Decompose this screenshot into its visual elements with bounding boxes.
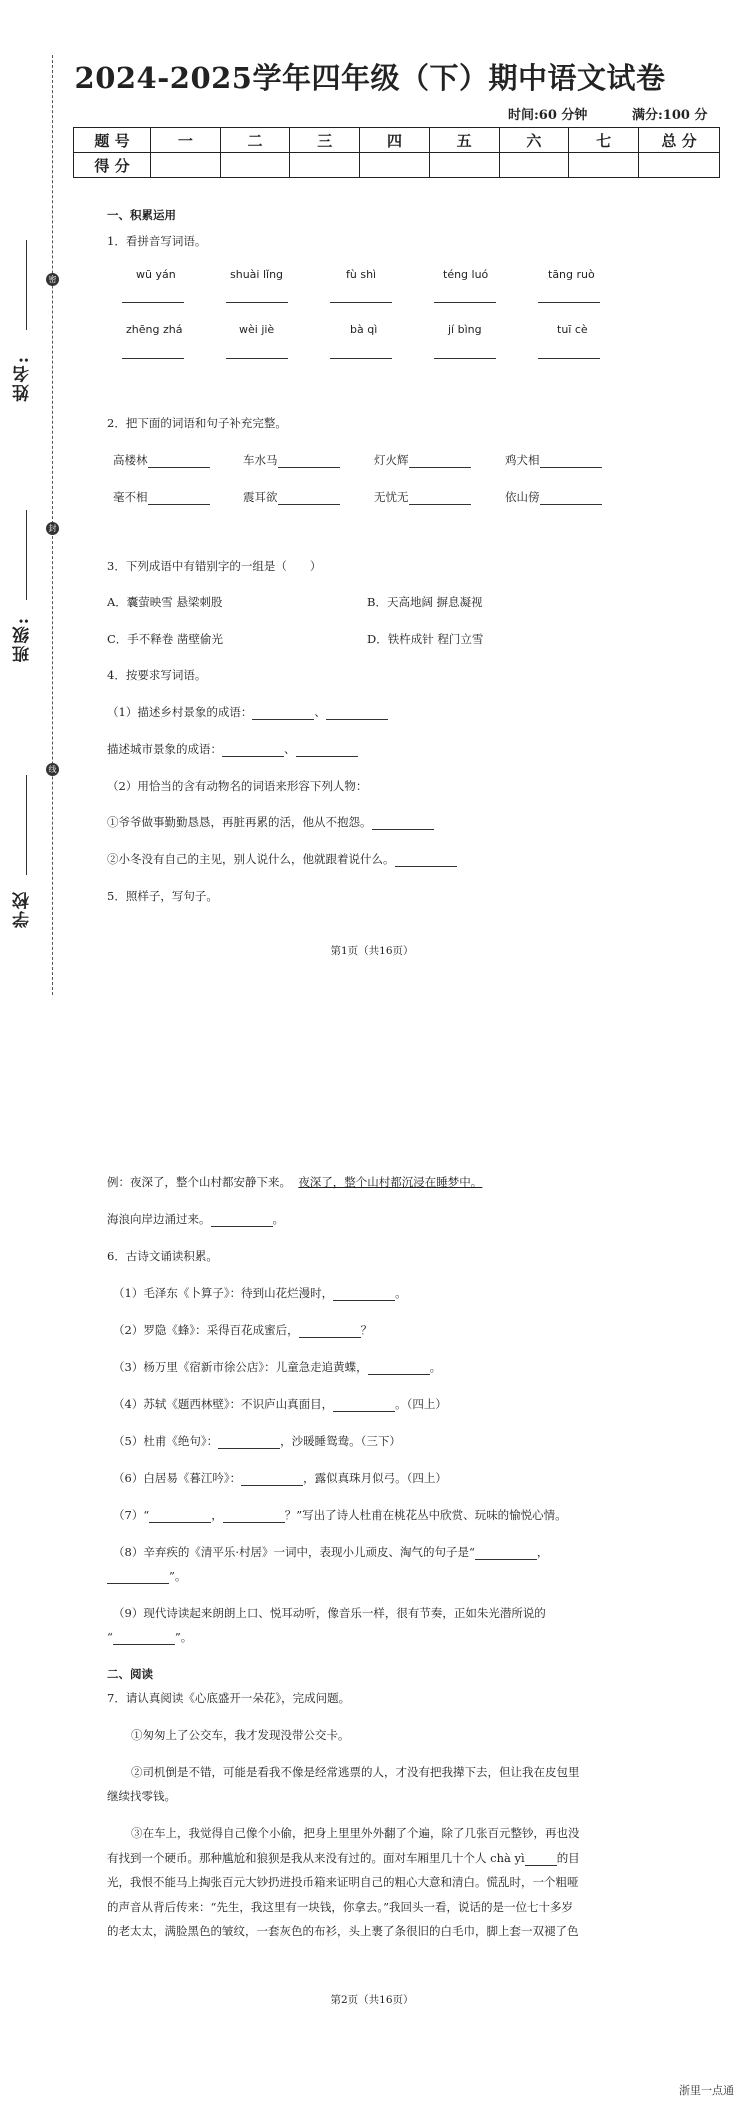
section-1-heading: 一、积累运用 — [107, 208, 176, 222]
pinyin-item: bà qì — [350, 323, 378, 336]
example-task: 海浪向岸边涌过来。 。 — [107, 1212, 284, 1226]
poem-item-7: （7）“ ， ？”写出了诗人杜甫在桃花丛中欣赏、玩味的愉悦心情。 — [113, 1508, 567, 1522]
example-answer: 夜深了，整个山村都沉浸在睡梦中。 — [298, 1175, 483, 1189]
reading-para-1: ①匆匆上了公交车，我才发现没带公交卡。 — [131, 1728, 350, 1742]
reading-para-3-line2: 有找到一个硬币。那种尴尬和狼狈是我从来没有过的。面对车厢里几十个人 chà yì 的目 — [107, 1851, 580, 1865]
answer-blank[interactable] — [333, 1411, 395, 1412]
side-name-label: 姓名: — [13, 355, 33, 402]
answer-blank[interactable] — [525, 1865, 557, 1866]
pinyin-item: shuài lǐng — [230, 268, 284, 281]
question-4: 4．按要求写词语。 — [107, 668, 207, 682]
school-blank-line[interactable] — [26, 775, 27, 875]
fill-item: 毫不相 — [113, 489, 210, 505]
score-cell[interactable] — [220, 153, 290, 178]
score-table — [73, 127, 720, 178]
example-sentence: 例：夜深了，整个山村都安静下来。 夜深了，整个山村都沉浸在睡梦中。 — [107, 1175, 483, 1189]
fill-item: 震耳欲 — [243, 489, 340, 505]
score-cell[interactable] — [360, 153, 430, 178]
fill-item: 依山傍 — [505, 489, 602, 505]
question-5: 5．照样子，写句子。 — [107, 889, 218, 903]
exam-time: 时间:60 分钟 — [508, 108, 588, 123]
score-cell[interactable] — [499, 153, 569, 178]
answer-blank[interactable] — [148, 467, 210, 468]
seal-mark-3: 线 — [46, 763, 59, 776]
score-header-cell: 四 — [360, 128, 430, 153]
poem-item-3: （3）杨万里《宿新市徐公店》：儿童急走追黄蝶， 。 — [113, 1360, 442, 1374]
question-1: 1．看拼音写词语。 — [107, 234, 207, 248]
answer-blank[interactable] — [372, 829, 434, 830]
watermark-text: 浙里一点通 — [679, 2084, 734, 2097]
question-7: 7．请认真阅读《心底盛开一朵花》，完成问题。 — [107, 1691, 351, 1705]
name-blank-line[interactable] — [26, 240, 27, 330]
answer-blank[interactable] — [409, 467, 471, 468]
answer-blank[interactable] — [475, 1559, 537, 1560]
score-cell[interactable] — [290, 153, 360, 178]
question-4-2a: ①爷爷做事勤勤恳恳，再脏再累的活，他从不抱怨。 — [107, 814, 434, 830]
poem-item-8: （8）辛弃疾的《清平乐·村居》一词中，表现小儿顽皮、淘气的句子是“ ， — [113, 1545, 549, 1559]
answer-blank[interactable] — [538, 302, 600, 303]
question-4-1b: 描述城市景象的成语： 、 — [107, 741, 358, 757]
answer-blank[interactable] — [218, 1448, 280, 1449]
page-2-footer: 第2页（共16页） — [330, 1994, 414, 2006]
score-header-cell: 六 — [499, 128, 569, 153]
score-table-header-row — [74, 128, 720, 153]
poem-item-6: （6）白居易《暮江吟》： ，露似真珠月似弓。（四上） — [113, 1471, 447, 1485]
answer-blank[interactable] — [226, 358, 288, 359]
answer-blank[interactable] — [278, 467, 340, 468]
reading-para-2: ②司机倒是不错，可能是看我不像是经常逃票的人，才没有把我撵下去，但让我在皮包里 — [131, 1765, 580, 1779]
option-b[interactable]: B．天高地阔 摒息凝视 — [367, 595, 483, 609]
pinyin-item: tāng ruò — [548, 268, 595, 281]
poem-item-5: （5）杜甫《绝句》： ，沙暖睡鸳鸯。（三下） — [113, 1434, 401, 1448]
option-c[interactable]: C．手不释卷 凿壁偷光 — [107, 632, 223, 646]
side-class-label: 班级: — [13, 616, 33, 663]
answer-blank[interactable] — [434, 302, 496, 303]
poem-item-9: （9）现代诗读起来朗朗上口、悦耳动听，像音乐一样，很有节奏，正如朱光潜所说的 — [113, 1606, 546, 1620]
section-2-heading: 二、阅读 — [107, 1667, 153, 1681]
reading-para-3-line4: 的声音从背后传来：“先生，我这里有一块钱，你拿去。”我回头一看，说话的是一位七十多岁 — [107, 1900, 574, 1914]
answer-blank[interactable] — [299, 1337, 361, 1338]
reading-para-3-line3: 光，我恨不能马上掏张百元大钞扔进投币箱来证明自己的粗心大意和清白。慌乱时，一个粗哑 — [107, 1875, 579, 1889]
answer-blank[interactable] — [278, 504, 340, 505]
pinyin-item: wū yán — [136, 268, 176, 281]
answer-blank[interactable] — [148, 504, 210, 505]
score-table-score-row — [74, 153, 720, 178]
poem-item-2: （2）罗隐《蜂》：采得百花成蜜后， ？ — [113, 1323, 373, 1337]
score-cell[interactable] — [151, 153, 221, 178]
answer-blank[interactable] — [540, 504, 602, 505]
answer-blank[interactable] — [395, 866, 457, 867]
reading-para-3: ③在车上，我觉得自己像个小偷，把身上里里外外翻了个遍，除了几张百元整钞，再也没 — [131, 1826, 580, 1840]
side-school-label: 学校 — [13, 890, 33, 928]
answer-blank[interactable] — [409, 504, 471, 505]
option-d[interactable]: D．铁杵成针 程门立雪 — [367, 632, 484, 646]
exam-page-2 — [0, 1160, 744, 2104]
fill-item: 无忧无 — [374, 489, 471, 505]
poem-item-8-cont: ”。 — [107, 1568, 186, 1584]
score-cell[interactable] — [429, 153, 499, 178]
question-6: 6．古诗文诵读积累。 — [107, 1249, 218, 1263]
score-header-cell: 题 号 — [74, 128, 151, 153]
class-blank-line[interactable] — [26, 510, 27, 600]
score-header-cell: 二 — [220, 128, 290, 153]
question-4-1: （1）描述乡村景象的成语： 、 — [107, 704, 388, 720]
answer-blank[interactable] — [226, 302, 288, 303]
question-4-2: （2）用恰当的含有动物名的词语来形容下列人物： — [107, 779, 368, 793]
answer-blank[interactable] — [330, 302, 392, 303]
score-header-cell: 七 — [569, 128, 639, 153]
answer-blank[interactable] — [330, 358, 392, 359]
answer-blank[interactable] — [540, 467, 602, 468]
option-a[interactable]: A．囊萤映雪 悬梁刺股 — [107, 595, 223, 609]
answer-blank[interactable] — [107, 1583, 169, 1584]
score-header-cell: 五 — [429, 128, 499, 153]
seal-mark-1: 密 — [46, 273, 59, 286]
answer-blank[interactable] — [211, 1226, 273, 1227]
fill-item: 车水马 — [243, 452, 340, 468]
answer-blank[interactable] — [223, 1522, 285, 1523]
pinyin-item: fù shì — [346, 268, 377, 281]
answer-blank[interactable] — [326, 719, 388, 720]
pinyin-item: wèi jiè — [239, 323, 275, 336]
answer-blank[interactable] — [296, 756, 358, 757]
exam-title: 2024-2025学年四年级（下）期中语文试卷 — [74, 61, 666, 95]
poem-item-9-cont: “ ”。 — [107, 1630, 193, 1644]
reading-para-3-line5: 的老太太，满脸黑色的皱纹，一套灰色的布衫，头上裹了条很旧的白毛巾，脚上套一双褪了色 — [107, 1924, 579, 1938]
question-2: 2．把下面的词语和句子补充完整。 — [107, 416, 287, 430]
score-header-cell: 一 — [151, 128, 221, 153]
pinyin-item: tuī cè — [557, 323, 588, 336]
pinyin-item: téng luó — [443, 268, 489, 281]
poem-item-1: （1）毛泽东《卜算子》：待到山花烂漫时， 。 — [113, 1286, 407, 1300]
score-header-cell: 三 — [290, 128, 360, 153]
reading-para-2-cont: 继续找零钱。 — [107, 1789, 176, 1803]
page-gap — [0, 1000, 744, 1160]
answer-blank[interactable] — [122, 358, 184, 359]
question-4-2b: ②小冬没有自己的主见，别人说什么，他就跟着说什么。 — [107, 851, 457, 867]
pinyin-item: zhēng zhá — [126, 323, 183, 336]
score-cell[interactable] — [569, 153, 639, 178]
score-header-cell: 总 分 — [639, 128, 720, 153]
answer-blank[interactable] — [222, 756, 284, 757]
seal-mark-2: 封 — [46, 522, 59, 535]
question-3: 3．下列成语中有错别字的一组是（ ） — [107, 559, 322, 573]
answer-blank[interactable] — [149, 1522, 211, 1523]
pinyin-item: jí bìng — [448, 323, 482, 336]
fill-item: 灯火辉 — [374, 452, 471, 468]
answer-blank[interactable] — [122, 302, 184, 303]
fill-item: 高楼林 — [113, 452, 210, 468]
answer-blank[interactable] — [252, 719, 314, 720]
poem-item-4: （4）苏轼《题西林壁》：不识庐山真面目， 。（四上） — [113, 1397, 447, 1411]
answer-blank[interactable] — [538, 358, 600, 359]
answer-blank[interactable] — [333, 1300, 395, 1301]
exam-page-1 — [0, 0, 744, 1000]
answer-blank[interactable] — [113, 1644, 175, 1645]
page-1-footer: 第1页（共16页） — [330, 945, 414, 957]
answer-blank[interactable] — [434, 358, 496, 359]
fill-item: 鸡犬相 — [505, 452, 602, 468]
score-cell[interactable] — [639, 153, 720, 178]
score-row-label: 得 分 — [74, 153, 151, 178]
answer-blank[interactable] — [241, 1485, 303, 1486]
answer-blank[interactable] — [368, 1374, 430, 1375]
exam-full-score: 满分:100 分 — [632, 108, 708, 123]
